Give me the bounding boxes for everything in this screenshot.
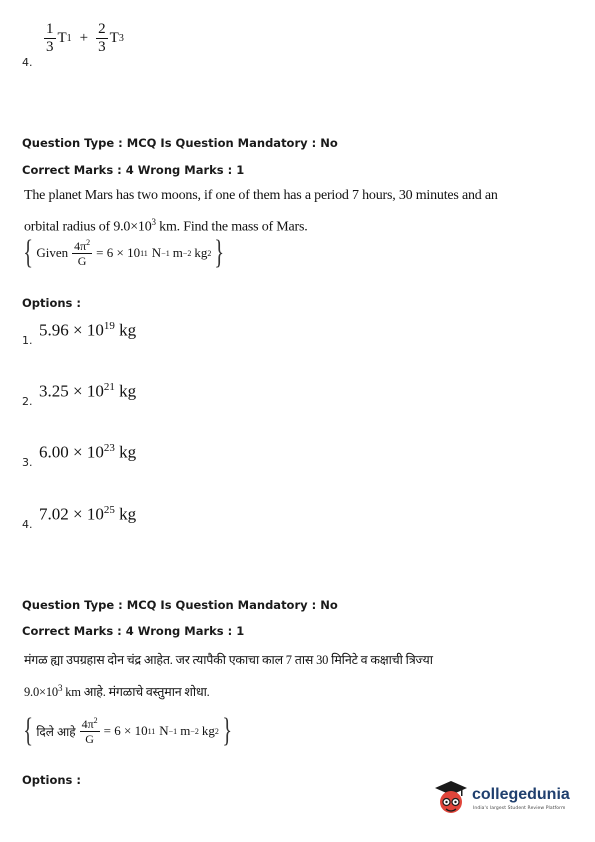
option-item[interactable] — [22, 320, 222, 350]
question-line-2: $9.0\times 10^3$ km आहे. मंगळाचे वस्तुमान शोधा. — [24, 683, 210, 700]
options-label: Options : — [22, 773, 81, 787]
top-option-expression[interactable]: $\frac{1}{3}$ T 1 + $\frac{2}{3}$ T 3 — [46, 21, 124, 55]
right-brace: } — [222, 712, 232, 749]
plus-sign: + — [79, 30, 89, 46]
question-text — [24, 183, 498, 241]
option-value: $3.25 \times 10^{21}$ kg — [39, 381, 137, 401]
option-number: 3. — [22, 456, 33, 469]
option-number: 2. — [22, 395, 33, 408]
option-value: $6.00 \times 10^{23}$ kg — [39, 442, 137, 462]
variable-t: T — [57, 30, 67, 46]
option-number: 1. — [22, 334, 33, 347]
collegedunia-logo[interactable] — [434, 778, 584, 822]
option-value: $5.96 \times 10^{19}$ kg — [39, 320, 137, 340]
fraction-one-third: $\frac{1}{3}$ — [46, 21, 54, 55]
option-number: 4. — [22, 518, 33, 531]
left-brace: { — [23, 712, 34, 749]
marks-meta: Correct Marks : 4 Wrong Marks : 1 — [22, 624, 245, 638]
option-item[interactable] — [22, 442, 222, 472]
logo-tagline: India's largest Student Review Platform — [473, 806, 566, 811]
marks-meta: Correct Marks : 4 Wrong Marks : 1 — [22, 163, 245, 177]
question-line-1: The planet Mars has two moons, if one of them has a period 7 hours, 30 minutes and an — [24, 188, 498, 203]
mascot-icon — [434, 780, 468, 818]
given-formula: { Given $\frac{4\pi^2}{G}$ = 6 × 10 11 N −1 m −2 kg 2 } — [23, 234, 225, 271]
options-label: Options : — [22, 296, 81, 310]
given-fraction: $\frac{4\pi^2}{G}$ — [81, 716, 98, 746]
question-text — [24, 646, 433, 706]
right-brace: } — [214, 234, 225, 271]
given-formula: { दिले आहे $\frac{4\pi^2}{G}$ = 6 × 10 11 N −1 m −2 kg 2 } — [23, 712, 232, 749]
question-type-meta: Question Type : MCQ Is Question Mandatory : No — [22, 136, 338, 150]
option-value: $7.02 \times 10^{25}$ kg — [39, 504, 137, 524]
fraction-two-thirds: $\frac{2}{3}$ — [98, 21, 106, 55]
question-line-2: orbital radius of $9.0\times 10^3$ km. Find the mass of Mars. — [24, 217, 308, 235]
logo-name: collegedunia — [472, 786, 570, 803]
question-line-1: मंगळ ह्या उपग्रहास दोन चंद्र आहेत. जर त्यापैकी एकाचा काल 7 तास 30 मिनिटे व कक्षाची त्रिज्या — [24, 653, 433, 667]
given-fraction: $\frac{4\pi^2}{G}$ — [74, 238, 91, 268]
top-option-number: 4. — [22, 56, 33, 69]
variable-t: T — [109, 30, 119, 46]
question-type-meta: Question Type : MCQ Is Question Mandatory : No — [22, 598, 338, 612]
option-item[interactable] — [22, 504, 222, 534]
option-item[interactable] — [22, 381, 222, 411]
left-brace: { — [23, 234, 34, 271]
